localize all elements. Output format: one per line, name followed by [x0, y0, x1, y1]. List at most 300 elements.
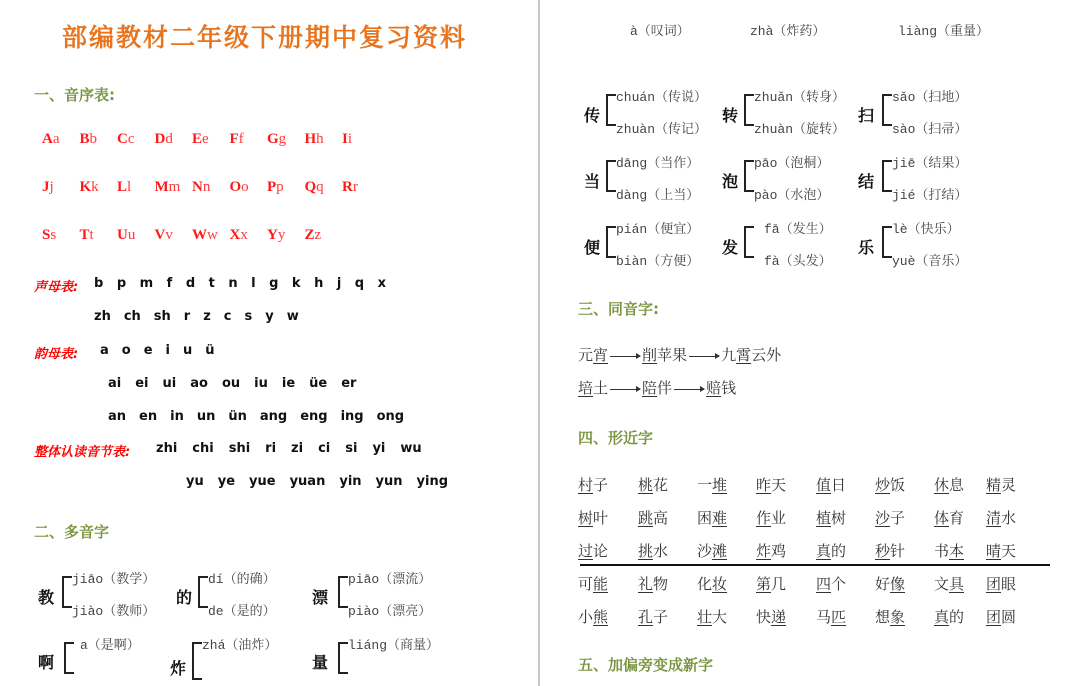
similar-char-underlined: 炒 [875, 476, 891, 494]
pinyin-item: y [265, 309, 274, 324]
uppercase-letter: Q [304, 179, 317, 195]
homophone-underlined: 霄 [736, 346, 752, 364]
pinyin-item: a [100, 343, 109, 358]
polyphonic-char: 泡 [722, 172, 739, 191]
lowercase-letter: z [314, 227, 322, 243]
initials-row-2 [94, 309, 312, 324]
similar-char: 叶 [593, 509, 609, 527]
section-heading-alphabet: 一、音序表: [34, 86, 115, 104]
bracket-icon [606, 160, 616, 192]
similar-char-underlined: 礼 [638, 575, 654, 593]
similar-char: 物 [653, 575, 669, 593]
similar-word [934, 474, 964, 495]
similar-word [578, 507, 608, 528]
lowercase-letter: i [347, 131, 353, 147]
alphabet-letter [117, 227, 135, 244]
pinyin-item: t [208, 276, 215, 291]
similar-char: 日 [831, 476, 847, 494]
reading-bottom: dàng（上当） [616, 188, 700, 203]
reading-top: jiē（结果） [892, 156, 968, 171]
uppercase-letter: Z [304, 227, 315, 243]
pinyin-item: sh [153, 309, 171, 324]
similar-char-underlined: 妆 [712, 575, 728, 593]
uppercase-letter: X [229, 227, 241, 243]
alphabet-letter [230, 131, 244, 148]
uppercase-letter: Y [267, 227, 278, 243]
polyphonic-char: 发 [722, 238, 739, 257]
polyphonic-char: 炸 [170, 659, 187, 678]
similar-char-underlined: 桃 [638, 476, 654, 494]
similar-char: 快 [756, 608, 772, 626]
pinyin-item: ang [259, 409, 288, 424]
pinyin-item: ying [416, 474, 449, 489]
polyphonic-char: 乐 [858, 238, 875, 257]
pinyin-item: ao [190, 376, 208, 391]
alphabet-letter [342, 131, 352, 148]
pinyin-item: ch [123, 309, 141, 324]
pinyin-item: ing [340, 409, 364, 424]
similar-char: 论 [593, 542, 609, 560]
homophone-text: 苹果 [657, 346, 688, 364]
reading-bottom: pào（水泡） [754, 188, 830, 203]
similar-word [934, 540, 964, 561]
alphabet-letter [192, 227, 218, 244]
similar-word [697, 606, 727, 627]
similar-word [697, 507, 727, 528]
similar-char-underlined: 真 [816, 542, 832, 560]
similar-char-underlined: 难 [712, 509, 728, 527]
similar-char-underlined: 休 [934, 476, 950, 494]
pinyin-item: ie [281, 376, 296, 391]
pinyin-item: zi [291, 441, 304, 456]
bracket-icon [882, 226, 892, 258]
finals-label: 韵母表: [34, 347, 79, 362]
similar-char: 好 [875, 575, 891, 593]
pinyin-item: eng [300, 409, 328, 424]
similar-char: 花 [653, 476, 669, 494]
lowercase-letter: t [89, 227, 94, 243]
alphabet-letter [267, 179, 284, 196]
section-heading-polyphonic: 二、多音字 [34, 523, 110, 541]
alphabet-letter [117, 179, 131, 196]
similar-word [578, 606, 608, 627]
arrow-icon [674, 389, 704, 390]
lowercase-letter: j [49, 179, 54, 195]
polyphonic-char: 教 [38, 588, 55, 607]
similar-char-underlined: 值 [816, 476, 832, 494]
similar-char: 马 [816, 608, 832, 626]
lowercase-letter: o [241, 179, 249, 195]
similar-word [816, 474, 846, 495]
document-title: 部编教材二年级下册期中复习资料 [62, 23, 468, 52]
uppercase-letter: O [229, 179, 242, 195]
lowercase-letter: y [277, 227, 286, 243]
similar-char-underlined: 四 [816, 575, 832, 593]
similar-word [756, 474, 786, 495]
lowercase-letter: q [316, 179, 324, 195]
right-page [540, 0, 1080, 686]
similar-char-underlined: 真 [934, 608, 950, 626]
similar-char: 业 [771, 509, 787, 527]
similar-word [875, 540, 905, 561]
section-heading-similar: 四、形近字 [578, 429, 654, 447]
pinyin-item: si [345, 441, 358, 456]
alphabet-letter [305, 179, 324, 196]
reading-bottom: zhà（炸药） [750, 24, 826, 39]
similar-char-underlined: 本 [949, 542, 965, 560]
similar-char-underlined: 秒 [875, 542, 891, 560]
homophone-text: 云外 [751, 346, 782, 364]
uppercase-letter: E [192, 131, 203, 147]
reading-top: zhá（油炸） [202, 638, 278, 653]
pinyin-item: g [269, 276, 279, 291]
lowercase-letter: n [202, 179, 211, 195]
bracket-icon [882, 94, 892, 126]
alphabet-letter [305, 227, 322, 244]
pinyin-item: ong [376, 409, 405, 424]
pinyin-item: an [108, 409, 127, 424]
homophone-text: 钱 [721, 379, 737, 397]
pinyin-item: ui [162, 376, 177, 391]
finals-row-1 [100, 343, 228, 358]
similar-char: 高 [653, 509, 669, 527]
pinyin-item: i [165, 343, 171, 358]
uppercase-letter: D [154, 131, 166, 147]
reading-top: liáng（商量） [348, 638, 440, 653]
similar-char-underlined: 村 [578, 476, 594, 494]
pinyin-item: wu [400, 441, 422, 456]
similar-char-underlined: 熊 [593, 608, 609, 626]
pinyin-item: ai [108, 376, 122, 391]
pinyin-item: u [183, 343, 193, 358]
similar-word [638, 507, 668, 528]
polyphonic-char: 当 [584, 172, 601, 191]
lowercase-letter: h [316, 131, 324, 147]
uppercase-letter: G [267, 131, 279, 147]
similar-word [816, 573, 846, 594]
similar-char: 文 [934, 575, 950, 593]
similar-char: 针 [890, 542, 906, 560]
similar-char-underlined: 像 [890, 575, 906, 593]
alphabet-letter [267, 131, 286, 148]
similar-word [986, 474, 1016, 495]
alphabet-letter [117, 131, 135, 148]
reading-top: a（是啊） [80, 638, 140, 653]
polyphonic-char: 啊 [38, 653, 55, 672]
bracket-icon [192, 642, 202, 680]
polyphonic-char: 转 [722, 106, 739, 125]
reading-top: dí（的确） [208, 572, 276, 587]
pinyin-item: in [170, 409, 184, 424]
uppercase-letter: T [79, 227, 90, 243]
similar-char: 化 [697, 575, 713, 593]
similar-char: 鸡 [771, 542, 787, 560]
similar-char-underlined: 体 [934, 509, 950, 527]
similar-char-underlined: 具 [949, 575, 965, 593]
similar-char: 书 [934, 542, 950, 560]
similar-char-underlined: 挑 [638, 542, 654, 560]
lowercase-letter: s [50, 227, 57, 243]
reading-bottom: jiào（教师） [72, 604, 156, 619]
similar-char: 个 [831, 575, 847, 593]
arrow-icon [610, 356, 640, 357]
similar-word [986, 573, 1016, 594]
polyphonic-char: 的 [176, 588, 193, 607]
similar-char-underlined: 跳 [638, 509, 654, 527]
similar-char: 困 [697, 509, 713, 527]
similar-char: 圆 [1001, 608, 1017, 626]
lowercase-letter: v [165, 227, 173, 243]
whole-syllables-row-1 [156, 441, 437, 456]
pinyin-item: c [223, 309, 232, 324]
reading-top: fā（发生） [764, 222, 832, 237]
finals-row-2 [108, 376, 370, 391]
similar-char-underlined: 过 [578, 542, 594, 560]
polyphonic-char: 扫 [858, 106, 875, 125]
alphabet-letter [192, 131, 209, 148]
similar-word [638, 540, 668, 561]
similar-char: 息 [949, 476, 965, 494]
homophone-underlined: 陪 [642, 379, 658, 397]
uppercase-letter: S [42, 227, 51, 243]
reading-top: pián（便宜） [616, 222, 700, 237]
pinyin-item: er [341, 376, 357, 391]
bracket-icon [606, 94, 616, 126]
uppercase-letter: L [117, 179, 128, 195]
pinyin-item: k [291, 276, 301, 291]
lowercase-letter: a [52, 131, 60, 147]
uppercase-letter: V [154, 227, 166, 243]
pinyin-item: ci [318, 441, 331, 456]
pinyin-item: h [314, 276, 324, 291]
reading-bottom: zhuàn（旋转） [754, 122, 846, 137]
pinyin-item: b [94, 276, 104, 291]
homophone-underlined: 削 [642, 346, 658, 364]
pinyin-item: ei [135, 376, 149, 391]
uppercase-letter: A [42, 131, 53, 147]
lowercase-letter: b [89, 131, 98, 147]
homophone-text: 九 [721, 346, 737, 364]
similar-word [697, 474, 727, 495]
similar-char-underlined: 炸 [756, 542, 772, 560]
alphabet-letter [305, 131, 324, 148]
similar-word [875, 606, 905, 627]
lowercase-letter: c [127, 131, 135, 147]
similar-char-underlined: 晴 [986, 542, 1002, 560]
similar-char: 小 [578, 608, 594, 626]
pinyin-item: üe [309, 376, 328, 391]
polyphonic-char: 量 [312, 653, 329, 672]
section-heading-radicals: 五、加偏旁变成新字 [578, 656, 714, 674]
alphabet-letter [155, 227, 173, 244]
bracket-icon [882, 160, 892, 192]
alphabet-letter [230, 179, 249, 196]
similar-char: 饭 [890, 476, 906, 494]
pinyin-item: s [244, 309, 253, 324]
bracket-icon [64, 642, 74, 674]
lowercase-letter: r [352, 179, 358, 195]
similar-word [756, 573, 786, 594]
uppercase-letter: F [229, 131, 239, 147]
similar-char: 子 [653, 608, 669, 626]
reading-top: lè（快乐） [892, 222, 960, 237]
polyphonic-char: 漂 [312, 588, 329, 607]
uppercase-letter: U [117, 227, 128, 243]
similar-word [986, 507, 1016, 528]
alphabet-letter [42, 131, 60, 148]
similar-char: 几 [771, 575, 787, 593]
similar-word [875, 507, 905, 528]
similar-char: 天 [771, 476, 787, 494]
lowercase-letter: g [278, 131, 287, 147]
uppercase-letter: H [304, 131, 317, 147]
pinyin-item: w [286, 309, 299, 324]
pinyin-item: d [185, 276, 196, 291]
reading-bottom: fà（头发） [764, 254, 832, 269]
similar-char: 一 [697, 476, 713, 494]
similar-word [756, 507, 786, 528]
similar-chars-divider [580, 564, 1050, 566]
pinyin-item: f [166, 276, 173, 291]
polyphonic-char: 传 [584, 106, 601, 125]
alphabet-letter [342, 179, 358, 196]
initials-row-1 [94, 276, 400, 291]
bracket-icon [338, 642, 348, 674]
similar-word [986, 540, 1016, 561]
bracket-icon [744, 226, 754, 258]
similar-char: 水 [653, 542, 669, 560]
uppercase-letter: M [154, 179, 169, 195]
similar-char-underlined: 精 [986, 476, 1002, 494]
uppercase-letter: N [192, 179, 203, 195]
similar-word [816, 507, 846, 528]
pinyin-item: shi [228, 441, 251, 456]
uppercase-letter: K [79, 179, 92, 195]
reading-top: chuán（传说） [616, 90, 708, 105]
similar-char-underlined: 孔 [638, 608, 654, 626]
pinyin-item: ri [265, 441, 277, 456]
pinyin-item: m [139, 276, 154, 291]
pinyin-item: n [228, 276, 238, 291]
alphabet-letter [155, 131, 173, 148]
reading-bottom: à（叹词） [630, 24, 690, 39]
similar-char: 子 [890, 509, 906, 527]
initials-label: 声母表: [34, 280, 79, 295]
similar-word [638, 606, 668, 627]
similar-char-underlined: 堆 [712, 476, 728, 494]
similar-char-underlined: 第 [756, 575, 772, 593]
reading-top: piāo（漂流） [348, 572, 432, 587]
reading-bottom: liàng（重量） [898, 24, 990, 39]
lowercase-letter: u [127, 227, 136, 243]
similar-char-underlined: 昨 [756, 476, 772, 494]
similar-char-underlined: 树 [578, 509, 594, 527]
uppercase-letter: R [342, 179, 353, 195]
uppercase-letter: B [79, 131, 90, 147]
lowercase-letter: e [202, 131, 209, 147]
similar-word [756, 540, 786, 561]
reading-top: dāng（当作） [616, 156, 700, 171]
similar-char-underlined: 滩 [712, 542, 728, 560]
similar-char-underlined: 象 [890, 608, 906, 626]
similar-char: 树 [831, 509, 847, 527]
lowercase-letter: l [127, 179, 132, 195]
reading-bottom: piào（漂亮） [348, 604, 432, 619]
bracket-icon [62, 576, 72, 608]
bracket-icon [198, 576, 208, 608]
lowercase-letter: w [207, 227, 218, 243]
similar-word [816, 540, 846, 561]
similar-char-underlined: 能 [593, 575, 609, 593]
uppercase-letter: J [42, 179, 50, 195]
pinyin-item: r [183, 309, 191, 324]
homophone-underlined: 宵 [593, 346, 609, 364]
reading-bottom: yuè（音乐） [892, 254, 968, 269]
reading-bottom: biàn（方便） [616, 254, 700, 269]
bracket-icon [606, 226, 616, 258]
similar-word [638, 573, 668, 594]
arrow-icon [689, 356, 719, 357]
homophone-text: 伴 [657, 379, 673, 397]
similar-word [578, 573, 608, 594]
pinyin-item: j [336, 276, 342, 291]
reading-bottom: jié（打结） [892, 188, 968, 203]
similar-char-underlined: 植 [816, 509, 832, 527]
alphabet-letter [80, 227, 94, 244]
uppercase-letter: C [117, 131, 128, 147]
reading-bottom: de（是的） [208, 604, 276, 619]
similar-word [875, 573, 905, 594]
similar-word [816, 606, 846, 627]
arrow-icon [610, 389, 640, 390]
pinyin-item: zhi [156, 441, 178, 456]
lowercase-letter: p [276, 179, 284, 195]
finals-row-3 [108, 409, 417, 424]
reading-top: sǎo（扫地） [892, 90, 968, 105]
lowercase-letter: d [165, 131, 173, 147]
similar-char-underlined: 团 [986, 575, 1002, 593]
reading-top: zhuǎn（转身） [754, 90, 846, 105]
uppercase-letter: I [342, 131, 348, 147]
pinyin-item: ou [221, 376, 241, 391]
reading-top: pāo（泡桐） [754, 156, 830, 171]
similar-char: 大 [712, 608, 728, 626]
lowercase-letter: f [238, 131, 244, 147]
alphabet-letter [192, 179, 210, 196]
reading-top: jiāo（教学） [72, 572, 156, 587]
pinyin-item: iu [254, 376, 268, 391]
similar-word [697, 573, 727, 594]
similar-char-underlined: 作 [756, 509, 772, 527]
similar-char: 子 [593, 476, 609, 494]
left-page [0, 0, 538, 686]
pinyin-item: ü [205, 343, 215, 358]
similar-char: 眼 [1001, 575, 1017, 593]
alphabet-letter [80, 179, 99, 196]
similar-word [934, 606, 964, 627]
bracket-icon [744, 160, 754, 192]
pinyin-item: yuan [289, 474, 326, 489]
homophone-underlined: 赔 [706, 379, 722, 397]
pinyin-item: o [121, 343, 131, 358]
polyphonic-char: 结 [858, 172, 875, 191]
alphabet-letter [42, 179, 54, 196]
pinyin-item: en [139, 409, 158, 424]
similar-char-underlined: 沙 [875, 509, 891, 527]
pinyin-item: z [203, 309, 211, 324]
similar-char: 育 [949, 509, 965, 527]
similar-char: 想 [875, 608, 891, 626]
